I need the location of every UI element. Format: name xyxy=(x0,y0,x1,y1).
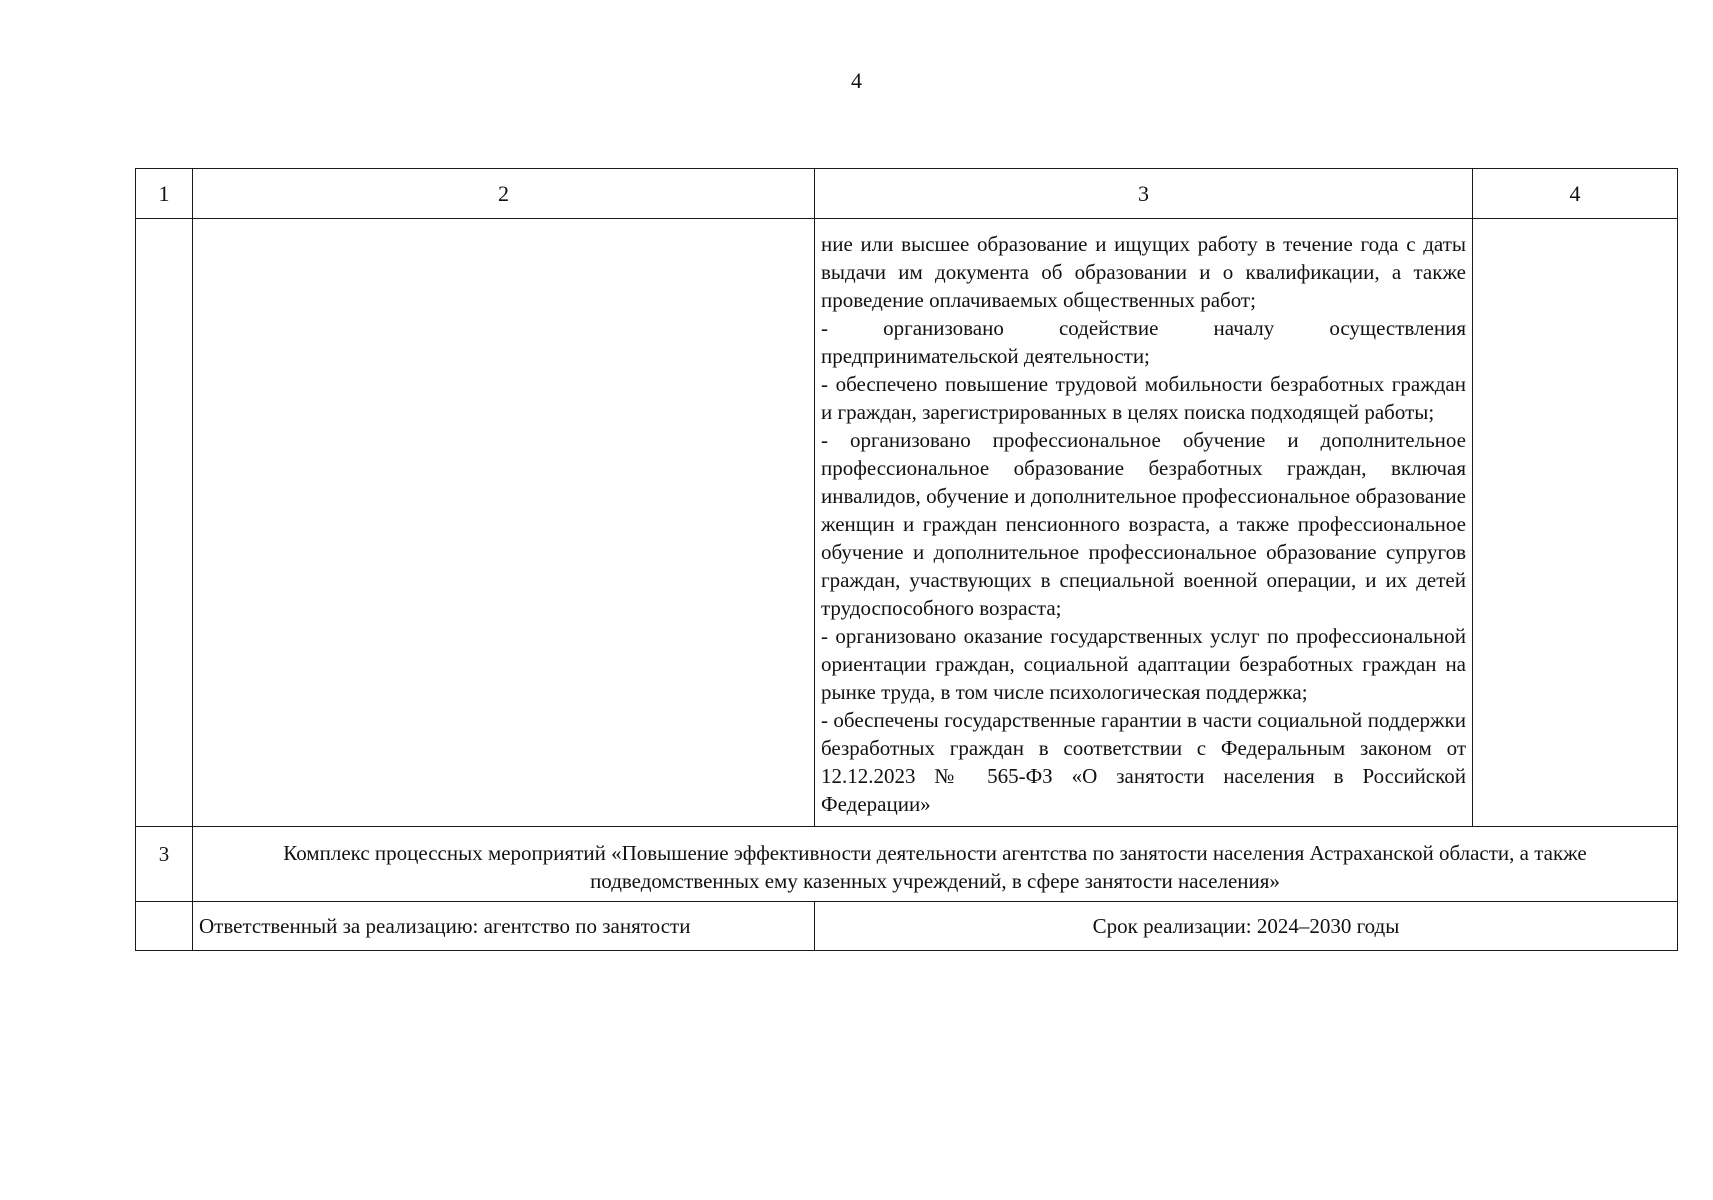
section-row xyxy=(136,827,1678,902)
cont-cell-4 xyxy=(1473,219,1678,827)
measures-table xyxy=(135,168,1678,951)
header-col-2: 2 xyxy=(193,169,815,219)
section-title: Комплекс процессных мероприятий «Повышение эффективности деятельности агентства по занятости населения Астраханской области, а также подведомственных ему казенных учреждений, в сфере занятости населения» xyxy=(193,827,1678,902)
cont-cell-1 xyxy=(136,219,193,827)
term-cell: Срок реализации: 2024–2030 годы xyxy=(815,902,1678,951)
table-header-row xyxy=(136,169,1678,219)
result-paragraph: ние или высшее образование и ищущих работу в течение года с даты выдачи им документа об образовании и о квалификации, а также проведение оплачиваемых общественных работ; xyxy=(821,232,1466,312)
page-number: 4 xyxy=(851,68,862,93)
result-paragraph: - обеспечено повышение трудовой мобильности безработных граждан и граждан, зарегистрированных в целях поиска подходящей работы; xyxy=(821,372,1466,424)
responsible-row xyxy=(136,902,1678,951)
result-paragraph: - организовано оказание государственных услуг по профессиональной ориентации граждан, социальной адаптации безработных граждан на рынке труда, в том числе психологическая поддержка; xyxy=(821,624,1466,704)
cont-cell-2 xyxy=(193,219,815,827)
header-col-4: 4 xyxy=(1473,169,1678,219)
responsible-cell: Ответственный за реализацию: агентство по занятости xyxy=(193,902,815,951)
header-col-1: 1 xyxy=(136,169,193,219)
result-paragraph: - обеспечены государственные гарантии в части социальной поддержки безработных граждан в соответствии с Федеральным законом от 12.12.2023 № 565-ФЗ «О занятости населения в Российской Федерации» xyxy=(821,708,1466,816)
result-paragraph: - организовано содействие началу осуществления предпринимательской деятельности; xyxy=(821,316,1466,368)
expected-results-cell xyxy=(815,219,1473,827)
resp-cell-1 xyxy=(136,902,193,951)
continuation-row xyxy=(136,219,1678,827)
result-paragraph: - организовано профессиональное обучение и дополнительное профессиональное образование безработных граждан, включая инвалидов, обучение и дополнительное профессиональное образование женщин и граждан пенсионного возраста, а также профессиональное обучение и дополнительное профессиональное образование супругов граждан, участвующих в специальной военной операции, и их детей трудоспособного возраста; xyxy=(821,428,1466,620)
header-col-3: 3 xyxy=(815,169,1473,219)
section-number: 3 xyxy=(136,827,193,902)
